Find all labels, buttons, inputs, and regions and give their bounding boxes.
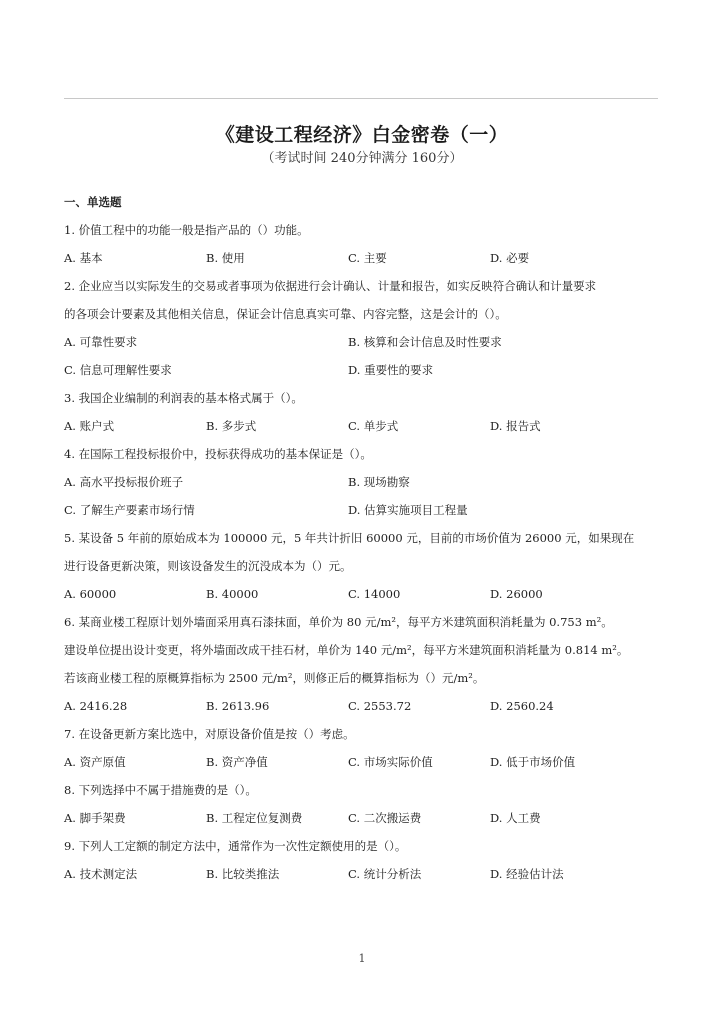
answer-option: C. 主要: [348, 251, 387, 265]
question-2: [64, 272, 664, 384]
answer-option: B. 工程定位复测费: [206, 811, 303, 825]
answer-option: A. 可靠性要求: [64, 335, 138, 349]
answer-option: D. 26000: [490, 587, 543, 601]
question-text: 6. 某商业楼工程原计划外墙面采用真石漆抹面，单价为 80 元/m²，每平方米建筑面积消耗量为 0.753 m²。: [64, 615, 613, 629]
question-5: [64, 524, 664, 608]
question-text: 的各项会计要素及其他相关信息，保证会计信息真实可靠、内容完整，这是会计的（）。: [64, 307, 507, 321]
answer-option: D. 人工费: [490, 811, 541, 825]
question-text: 建设单位提出设计变更，将外墙面改成干挂石材，单价为 140 元/m²，每平方米建筑面积消耗量为 0.814 m²。: [64, 643, 629, 657]
exam-content: [64, 188, 664, 888]
answer-option: A. 资产原值: [64, 755, 126, 769]
question-8: [64, 776, 664, 832]
option-row: [64, 356, 664, 384]
option-row: [64, 748, 664, 776]
answer-option: D. 重要性的要求: [348, 363, 434, 377]
page-subtitle: （考试时间 240分钟满分 160分）: [261, 151, 463, 166]
question-text: 5. 某设备 5 年前的原始成本为 100000 元，5 年共计折旧 60000 元，目前的市场价值为 26000 元，如果现在: [64, 531, 635, 545]
answer-option: B. 比较类推法: [206, 867, 280, 881]
question-text: 若该商业楼工程的原概算指标为 2500 元/m²，则修正后的概算指标为（）元/m²。: [64, 671, 485, 685]
question-4: [64, 440, 664, 524]
question-1: [64, 216, 664, 272]
option-row: [64, 244, 664, 272]
question-text: 2. 企业应当以实际发生的交易或者事项为依据进行会计确认、计量和报告，如实反映符合确认和计量要求: [64, 279, 597, 293]
answer-option: A. 账户式: [64, 419, 115, 433]
question-text: 1. 价值工程中的功能一般是指产品的（）功能。: [64, 223, 309, 237]
answer-option: D. 2560.24: [490, 699, 554, 713]
question-7: [64, 720, 664, 776]
answer-option: C. 2553.72: [348, 699, 412, 713]
option-row: [64, 496, 664, 524]
answer-option: C. 了解生产要素市场行情: [64, 503, 195, 517]
option-row: [64, 580, 664, 608]
answer-option: C. 14000: [348, 587, 401, 601]
option-row: [64, 468, 664, 496]
answer-option: C. 单步式: [348, 419, 399, 433]
answer-option: D. 必要: [490, 251, 530, 265]
answer-option: C. 市场实际价值: [348, 755, 433, 769]
question-3: [64, 384, 664, 440]
answer-option: B. 40000: [206, 587, 259, 601]
answer-option: D. 低于市场价值: [490, 755, 576, 769]
question-6: [64, 608, 664, 720]
answer-option: B. 多步式: [206, 419, 257, 433]
header-rule: [64, 98, 658, 99]
question-text: 3. 我国企业编制的利润表的基本格式属于（）。: [64, 391, 303, 405]
answer-option: B. 资产净值: [206, 755, 268, 769]
option-row: [64, 692, 664, 720]
answer-option: A. 60000: [64, 587, 117, 601]
answer-option: A. 脚手架费: [64, 811, 126, 825]
section-heading: 一、单选题: [64, 195, 122, 209]
answer-option: A. 技术测定法: [64, 867, 138, 881]
answer-option: D. 报告式: [490, 419, 541, 433]
answer-option: B. 使用: [206, 251, 245, 265]
answer-option: B. 现场勘察: [348, 475, 410, 489]
answer-option: D. 估算实施项目工程量: [348, 503, 468, 517]
answer-option: D. 经验估计法: [490, 867, 564, 881]
question-text: 7. 在设备更新方案比选中，对原设备价值是按（）考虑。: [64, 727, 355, 741]
option-row: [64, 860, 664, 888]
page-title: 《建设工程经济》白金密卷（一）: [215, 124, 509, 146]
question-text: 进行设备更新决策，则该设备发生的沉没成本为（）元。: [64, 559, 352, 573]
question-9: [64, 832, 664, 888]
answer-option: C. 信息可理解性要求: [64, 363, 172, 377]
answer-option: A. 基本: [64, 251, 103, 265]
answer-option: B. 2613.96: [206, 699, 270, 713]
question-text: 9. 下列人工定额的制定方法中，通常作为一次性定额使用的是（）。: [64, 839, 407, 853]
question-text: 8. 下列选择中不属于措施费的是（）。: [64, 783, 257, 797]
answer-option: C. 二次搬运费: [348, 811, 422, 825]
answer-option: C. 统计分析法: [348, 867, 422, 881]
question-text: 4. 在国际工程投标报价中，投标获得成功的基本保证是（）。: [64, 447, 372, 461]
answer-option: B. 核算和会计信息及时性要求: [348, 335, 502, 349]
answer-option: A. 高水平投标报价班子: [64, 475, 184, 489]
answer-option: A. 2416.28: [64, 699, 128, 713]
option-row: [64, 804, 664, 832]
option-row: [64, 328, 664, 356]
question-list: [64, 216, 664, 888]
option-row: [64, 412, 664, 440]
page-number: 1: [358, 952, 366, 965]
